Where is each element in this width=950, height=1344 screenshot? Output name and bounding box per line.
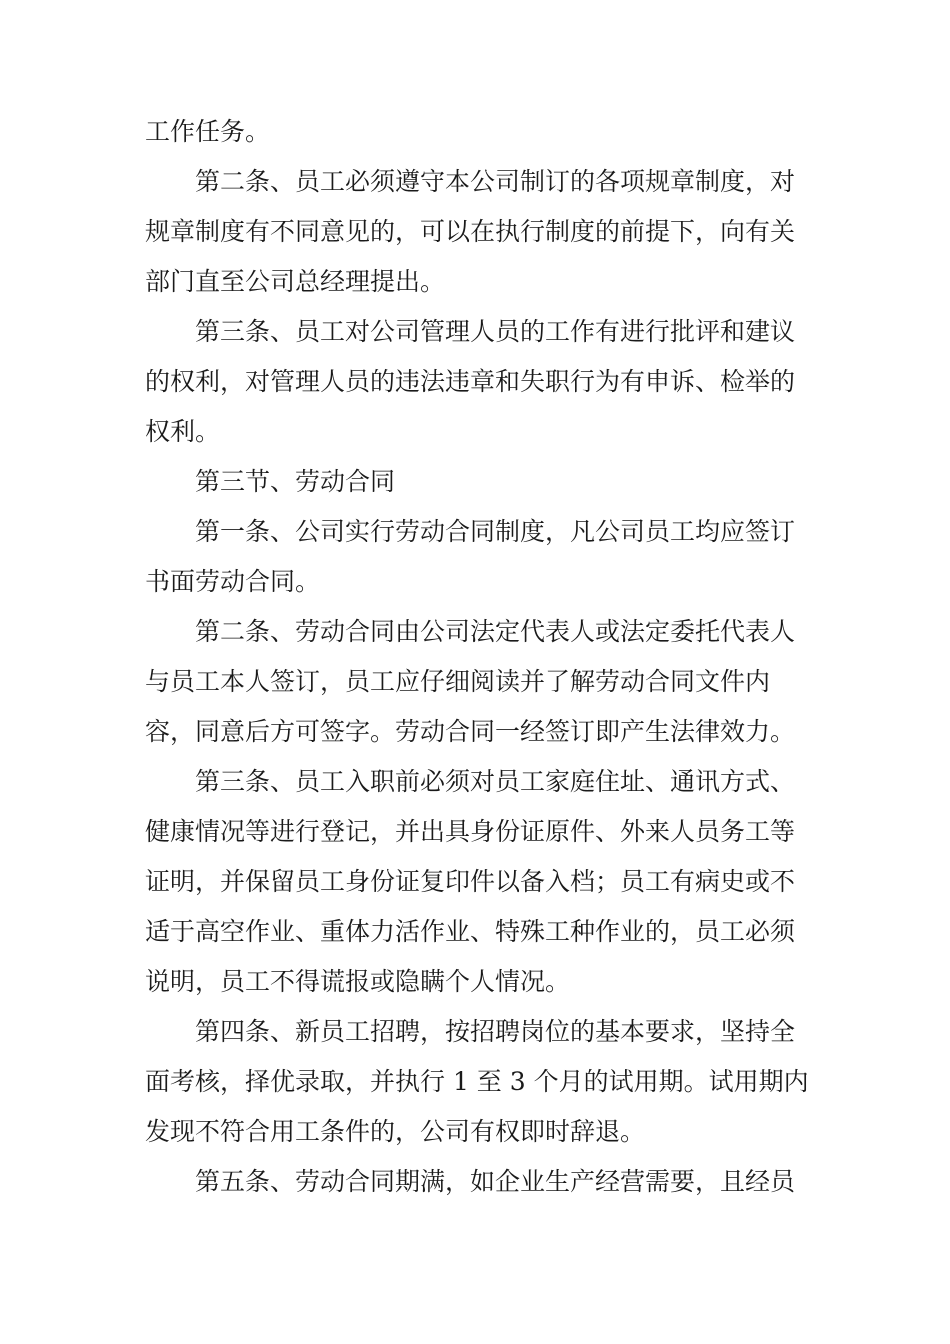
text-line: 第二条、员工必须遵守本公司制订的各项规章制度，对: [195, 167, 796, 196]
text-line: 部门直至公司总经理提出。: [145, 267, 446, 296]
text-line: 健康情况等进行登记，并出具身份证原件、外来人员务工等: [145, 817, 796, 846]
text-line: 容，同意后方可签字。劳动合同一经签订即产生法律效力。: [145, 717, 796, 746]
text-line: 说明，员工不得谎报或隐瞒个人情况。: [145, 967, 571, 996]
text-line: 面考核，择优录取，并执行 1 至 3 个月的试用期。试用期内: [145, 1067, 809, 1096]
text-line: 工作任务。: [145, 117, 271, 146]
text-line: 规章制度有不同意见的，可以在执行制度的前提下，向有关: [145, 217, 796, 246]
text-line: 与员工本人签订，员工应仔细阅读并了解劳动合同文件内: [145, 667, 771, 696]
text-line: 第三条、员工入职前必须对员工家庭住址、通讯方式、: [195, 767, 796, 796]
text-line: 发现不符合用工条件的，公司有权即时辞退。: [145, 1117, 646, 1146]
text-line: 第三条、员工对公司管理人员的工作有进行批评和建议: [195, 317, 796, 346]
text-line: 权利。: [145, 417, 221, 446]
text-line: 第二条、劳动合同由公司法定代表人或法定委托代表人: [195, 617, 796, 646]
section-heading: 第三节、劳动合同: [195, 467, 396, 496]
text-line: 的权利，对管理人员的违法违章和失职行为有申诉、检举的: [145, 367, 796, 396]
text-line: 第四条、新员工招聘，按招聘岗位的基本要求，坚持全: [195, 1017, 796, 1046]
text-line: 适于高空作业、重体力活作业、特殊工种作业的，员工必须: [145, 917, 796, 946]
text-line: 第五条、劳动合同期满，如企业生产经营需要，且经员: [195, 1167, 796, 1196]
text-line: 证明，并保留员工身份证复印件以备入档；员工有病史或不: [145, 867, 796, 896]
text-line: 书面劳动合同。: [145, 567, 321, 596]
text-line: 第一条、公司实行劳动合同制度，凡公司员工均应签订: [195, 517, 796, 546]
